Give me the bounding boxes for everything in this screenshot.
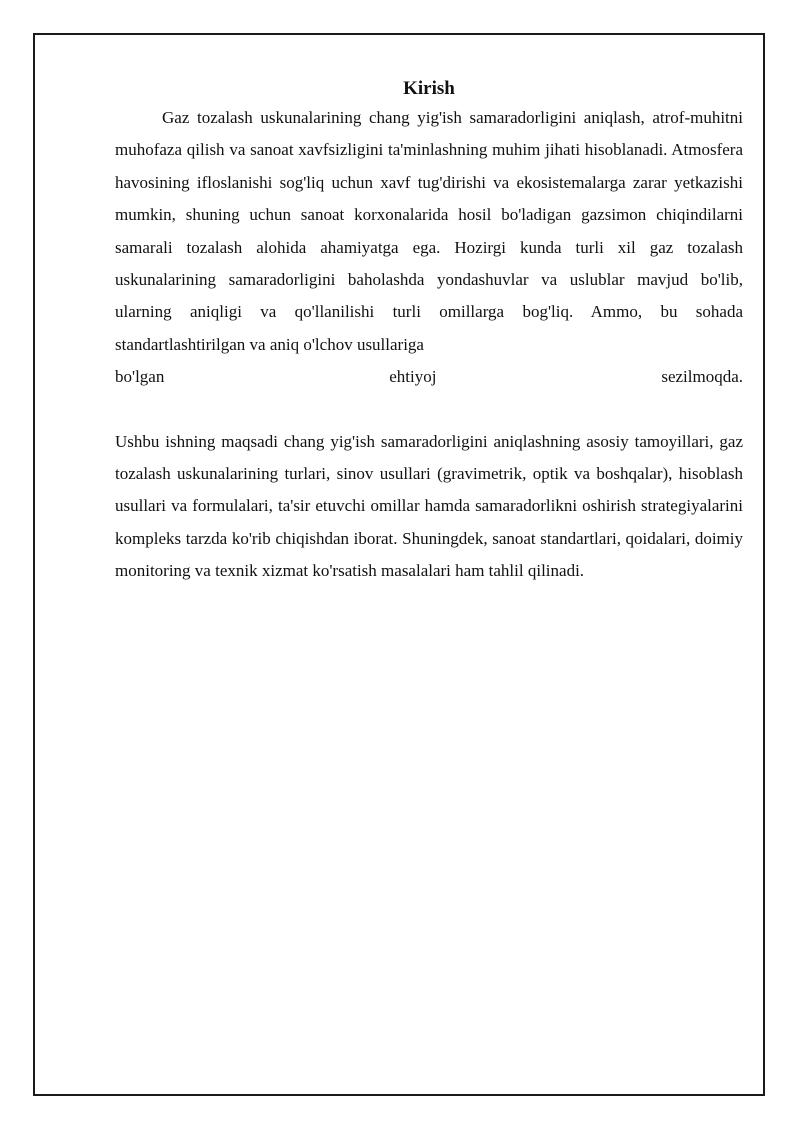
paragraph-spacer: [115, 394, 743, 426]
paragraph-1: [115, 102, 743, 361]
paragraph-1-last-line: bo'lgan ehtiyoj sezilmoqda.: [115, 367, 743, 387]
document-body: [115, 76, 743, 588]
document-title: Kirish: [403, 78, 455, 99]
paragraph-2: Ushbu ishning maqsadi chang yig'ish samaradorligini aniqlashning asosiy tamoyillari, gaz tozalash uskunalarining turlari, sinov usullari (gravimetrik, optik va boshqalar), hisoblash usullari va formulalari, ta'sir etuvchi omillar hamda samaradorlikni oshirish strategiyalarini kompleks tarzda ko'rib chiqishdan iborat. Shuningdek, sanoat standartlari, qoidalari, doimiy monitoring va texnik xizmat ko'rsatish masalalari ham tahlil qilinadi.: [115, 431, 743, 581]
paragraph-1-text: Gaz tozalash uskunalarining chang yig'ish samaradorligini aniqlash, atrof-muhitni muhofaza qilish va sanoat xavfsizligini ta'minlashning muhim jihati hisoblanadi. Atmosfera havosining ifloslanishi sog'liq uchun xavf tug'dirishi va ekosistemalarga zarar yetkazishi mumkin, shuning uchun sanoat korxonalarida hosil bo'ladigan gazsimon chiqindilarni samarali tozalash alohida ahamiyatga ega. Hozirgi kunda turli xil gaz tozalash uskunalarining samaradorligini baholashda yondashuvlar va uslublar mavjud bo'lib, ularning aniqligi va qo'llanilishi turli omillarga bog'liq. Ammo, bu sohada standartlashtirilgan va aniq o'lchov usullariga: [115, 108, 743, 354]
